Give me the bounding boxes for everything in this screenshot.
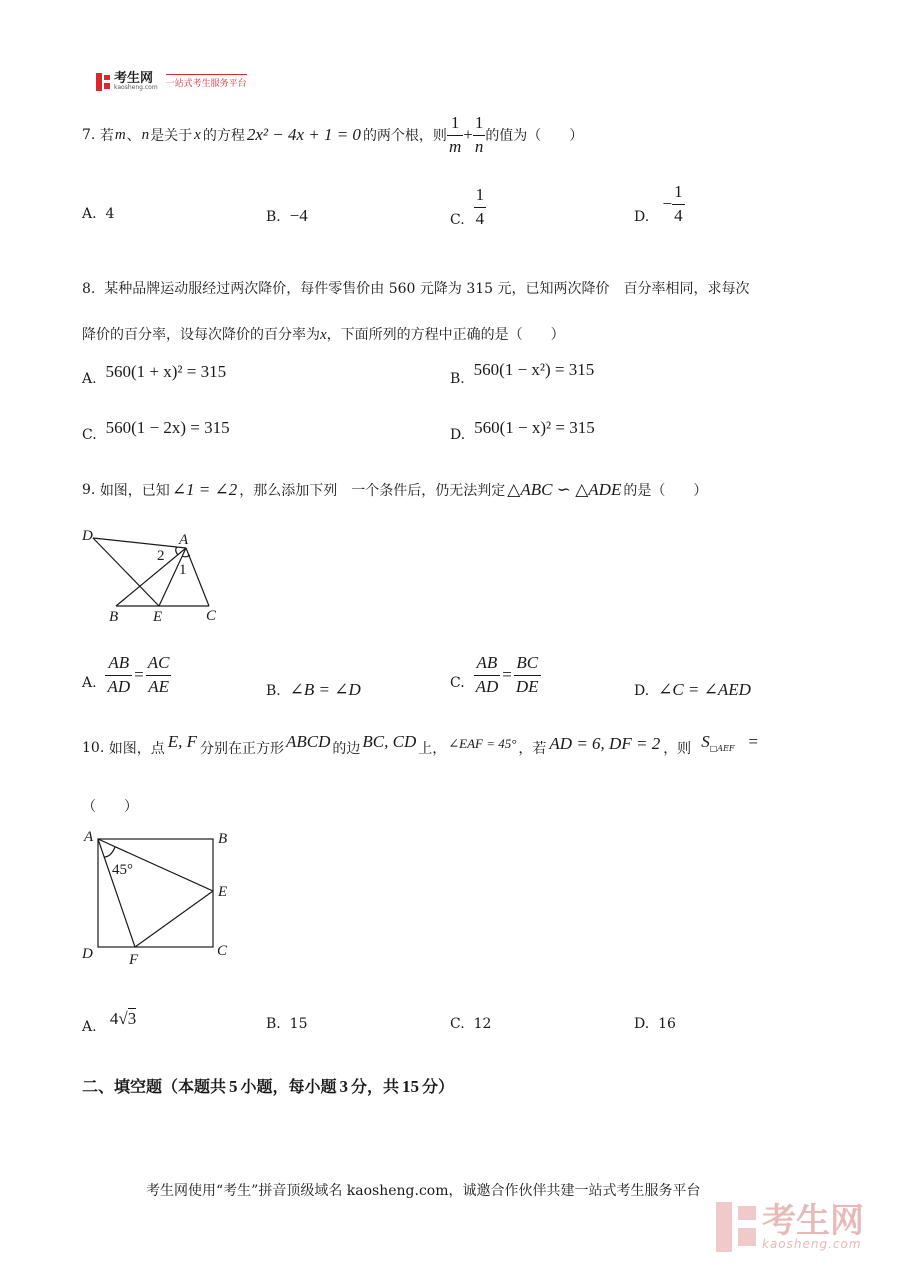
watermark-domain: kaosheng.com bbox=[762, 1237, 862, 1251]
logo-slogan: 一站式考生服务平台 bbox=[166, 74, 247, 89]
q7-plus: + bbox=[463, 125, 473, 144]
q10-label-A: A bbox=[84, 829, 94, 845]
q7-option-d[interactable]: D. − $\frac{1}{4}$ bbox=[634, 182, 683, 226]
watermark bbox=[716, 1202, 864, 1252]
q7-option-b[interactable]: B. −4 bbox=[266, 206, 308, 225]
q9-stem: 9. 如图，已知 ∠1 = ∠2 ，那么添加下列 一个条件后，仍无法判定 △ABC ∽ △ADE 的是（ ） bbox=[82, 480, 708, 499]
q7-number: 7. bbox=[82, 127, 96, 143]
q10-figure bbox=[78, 824, 238, 968]
q7-text: 若 bbox=[99, 128, 114, 144]
q7-text: 的两个根，则 bbox=[362, 128, 447, 144]
q9-condition: ∠1 = ∠2 bbox=[171, 480, 238, 499]
q7-option-c[interactable]: C. $\frac{1}{4}$ bbox=[450, 185, 485, 229]
q10-label-C: C bbox=[217, 943, 228, 959]
q9-option-d[interactable]: D. ∠C = ∠AED bbox=[634, 680, 751, 699]
q9-label-B: B bbox=[109, 609, 119, 625]
q9-label-E: E bbox=[153, 609, 163, 625]
logo-icon bbox=[96, 73, 110, 91]
q8-option-c[interactable]: C. 560(1 − 2x) = 315 bbox=[82, 418, 230, 443]
q10-label-E: E bbox=[218, 884, 228, 900]
q10-option-d[interactable]: D. 16 bbox=[634, 1016, 676, 1032]
q9-label-C: C bbox=[206, 608, 217, 624]
logo-domain: kaosheng.com bbox=[114, 84, 158, 91]
section-2-heading: 二、填空题（本题共 5 小题，每小题 3 分，共 15 分） bbox=[82, 1077, 455, 1096]
q7-var-n: n bbox=[141, 126, 150, 143]
q9-label-1: 1 bbox=[179, 562, 187, 578]
q10-option-a[interactable]: A. 4 √ 3 bbox=[82, 1009, 137, 1035]
q10-label-F: F bbox=[129, 952, 139, 968]
q7-fraction-1-over-n: $\frac{1}{n}$ bbox=[474, 112, 484, 156]
q10-answer-blank: （ ） bbox=[82, 799, 138, 815]
q7-var-m: m bbox=[114, 126, 126, 143]
q10-stem: 10. 如图，点 E, F 分别在正方形 ABCD 的边 BC, CD 上， ∠EAF = 45° ，若 AD = 6, DF = 2 ，则 S □AEF = bbox=[82, 732, 759, 757]
q9-option-c[interactable]: C. $\frac{AB}{AD}$ = $\frac{BC}{DE}$ bbox=[450, 653, 539, 696]
q8-stem-line1: 8. 某种品牌运动服经过两次降价，每件零售价由 560 元降为 315 元，已知两次降价 百分率相同，求每次 bbox=[82, 281, 750, 297]
q9-label-A: A bbox=[179, 532, 189, 548]
q7-text: 的值为（ ） bbox=[485, 128, 584, 144]
q8-option-a[interactable]: A. 560(1 + x)² = 315 bbox=[82, 362, 227, 387]
q10-option-c[interactable]: C. 12 bbox=[450, 1016, 492, 1032]
q8-option-d[interactable]: D. 560(1 − x)² = 315 bbox=[450, 418, 595, 443]
q10-option-b[interactable]: B. 15 bbox=[266, 1016, 308, 1032]
q9-option-a[interactable]: A. $\frac{AB}{AD}$ = $\frac{AC}{AE}$ bbox=[82, 653, 170, 696]
footer-text: 考生网使用“考生”拼音顶级域名 kaosheng.com，诚邀合作伙伴共建一站式考生服务平台 bbox=[146, 1183, 701, 1199]
q10-label-B: B bbox=[218, 831, 228, 847]
q7-var-x: x bbox=[194, 126, 201, 143]
watermark-logo-icon bbox=[716, 1202, 756, 1252]
q7-text: 是关于 bbox=[150, 128, 193, 144]
header-logo bbox=[96, 72, 247, 91]
q9-label-D: D bbox=[82, 528, 93, 544]
q9-option-b[interactable]: B. ∠B = ∠D bbox=[266, 680, 361, 699]
q10-label-angle: 45° bbox=[112, 862, 133, 878]
q8-option-b[interactable]: B. 560(1 − x²) = 315 bbox=[450, 360, 595, 387]
q7-text: 、 bbox=[126, 128, 141, 144]
q10-label-D: D bbox=[82, 946, 93, 962]
logo-name: 考生网 bbox=[114, 71, 154, 86]
q7-text: 的方程 bbox=[202, 128, 245, 144]
q7-fraction-1-over-m: $\frac{1}{m}$ bbox=[448, 112, 462, 156]
q9-figure bbox=[78, 522, 228, 626]
q9-similarity: △ABC ∽ △ADE bbox=[507, 480, 622, 499]
q8-stem-line2: 降价的百分率，设每次降价的百分率为x，下面所列的方程中正确的是（ ） bbox=[82, 327, 565, 343]
sqrt-sign: √ bbox=[118, 1009, 128, 1028]
watermark-name: 考生网 bbox=[762, 1201, 864, 1241]
q7-stem bbox=[82, 100, 583, 170]
q9-label-2: 2 bbox=[157, 548, 165, 564]
q7-equation: 2x² − 4x + 1 = 0 bbox=[246, 125, 361, 144]
q7-option-a[interactable]: A. 4 bbox=[82, 206, 115, 222]
